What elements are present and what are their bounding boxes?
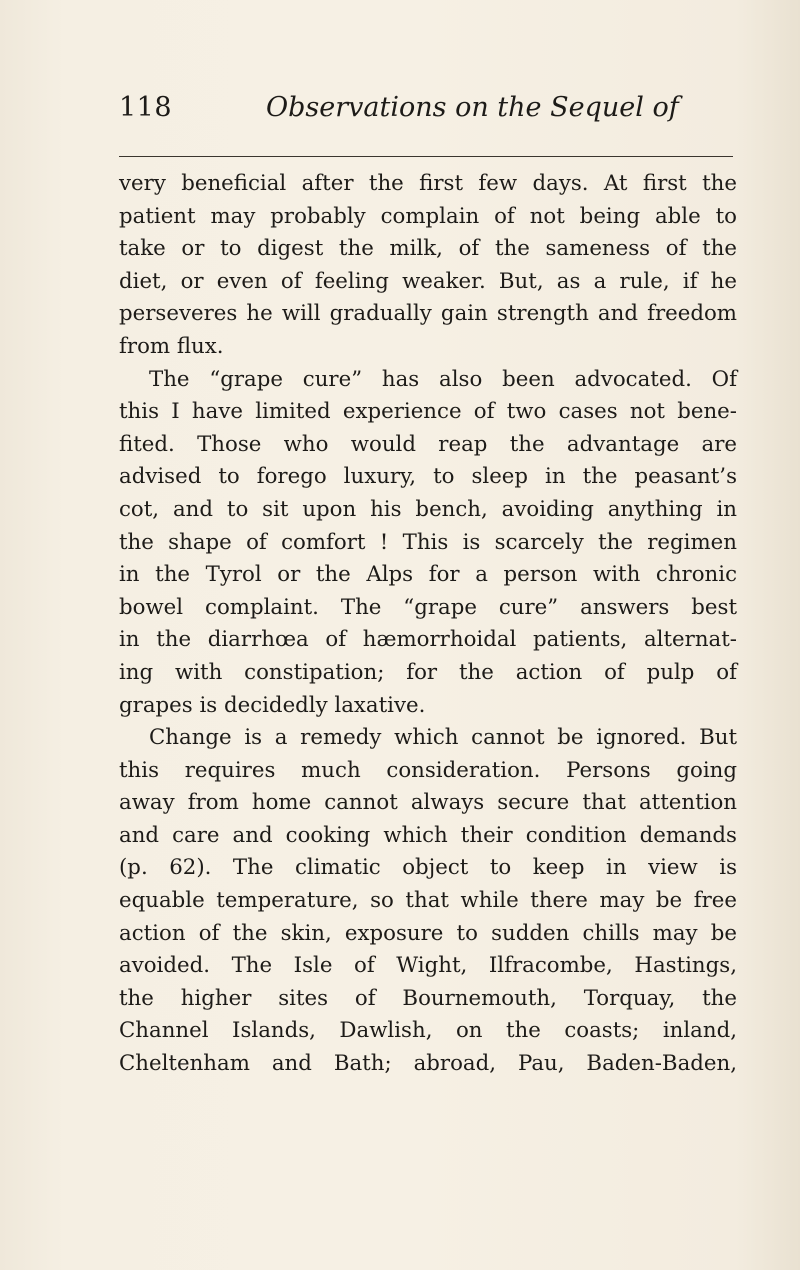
body-text <box>119 168 737 1081</box>
text-line: ing with constipation; for the action of pulp of <box>119 659 737 685</box>
text-line: advised to forego luxury, to sleep in the peasant’s <box>119 464 737 490</box>
text-line: the higher sites of Bournemouth, Torquay, the <box>119 985 737 1011</box>
text-line: grapes is decidedly laxative. <box>119 692 426 718</box>
text-line: Cheltenham and Bath; abroad, Pau, Baden-Baden, <box>119 1051 737 1077</box>
text-line: take or to digest the milk, of the sameness of the <box>119 236 737 262</box>
text-line: this I have limited experience of two cases not bene- <box>119 399 737 425</box>
text-line: fited. Those who would reap the advantage are <box>119 431 737 457</box>
text-line: avoided. The Isle of Wight, Ilfracombe, Hastings, <box>119 953 737 979</box>
text-line: away from home cannot always secure that attention <box>119 790 737 816</box>
text-line: The “grape cure” has also been advocated. Of <box>149 366 737 392</box>
running-head <box>119 92 739 136</box>
text-line: the shape of comfort ! This is scarcely the regimen <box>119 529 737 555</box>
text-line: Channel Islands, Dawlish, on the coasts; inland, <box>119 1018 737 1044</box>
text-line: bowel complaint. The “grape cure” answers best <box>119 594 737 620</box>
text-line: patient may probably complain of not being able to <box>119 203 737 229</box>
text-line: Change is a remedy which cannot be ignored. But <box>149 725 737 751</box>
text-line: perseveres he will gradually gain strength and freedom <box>119 301 737 327</box>
text-line: in the diarrhœa of hæmorrhoidal patients, alternat- <box>119 627 737 653</box>
running-title: Observations on the Sequel of <box>266 92 679 123</box>
text-line: this requires much consideration. Persons going <box>119 757 737 783</box>
text-line: very beneficial after the first few days. At first the <box>119 171 737 196</box>
text-line: in the Tyrol or the Alps for a person with chronic <box>119 562 737 588</box>
text-line: (p. 62). The climatic object to keep in view is <box>119 855 737 881</box>
text-line: diet, or even of feeling weaker. But, as a rule, if he <box>119 268 737 294</box>
text-line: from flux. <box>119 333 224 359</box>
text-line: and care and cooking which their condition demands <box>119 822 737 848</box>
header-rule <box>119 156 733 157</box>
text-line: cot, and to sit upon his bench, avoiding anything in <box>119 496 737 522</box>
page-number: 118 <box>119 92 173 123</box>
text-line: equable temperature, so that while there may be free <box>119 888 737 914</box>
text-line: action of the skin, exposure to sudden chills may be <box>119 920 737 946</box>
